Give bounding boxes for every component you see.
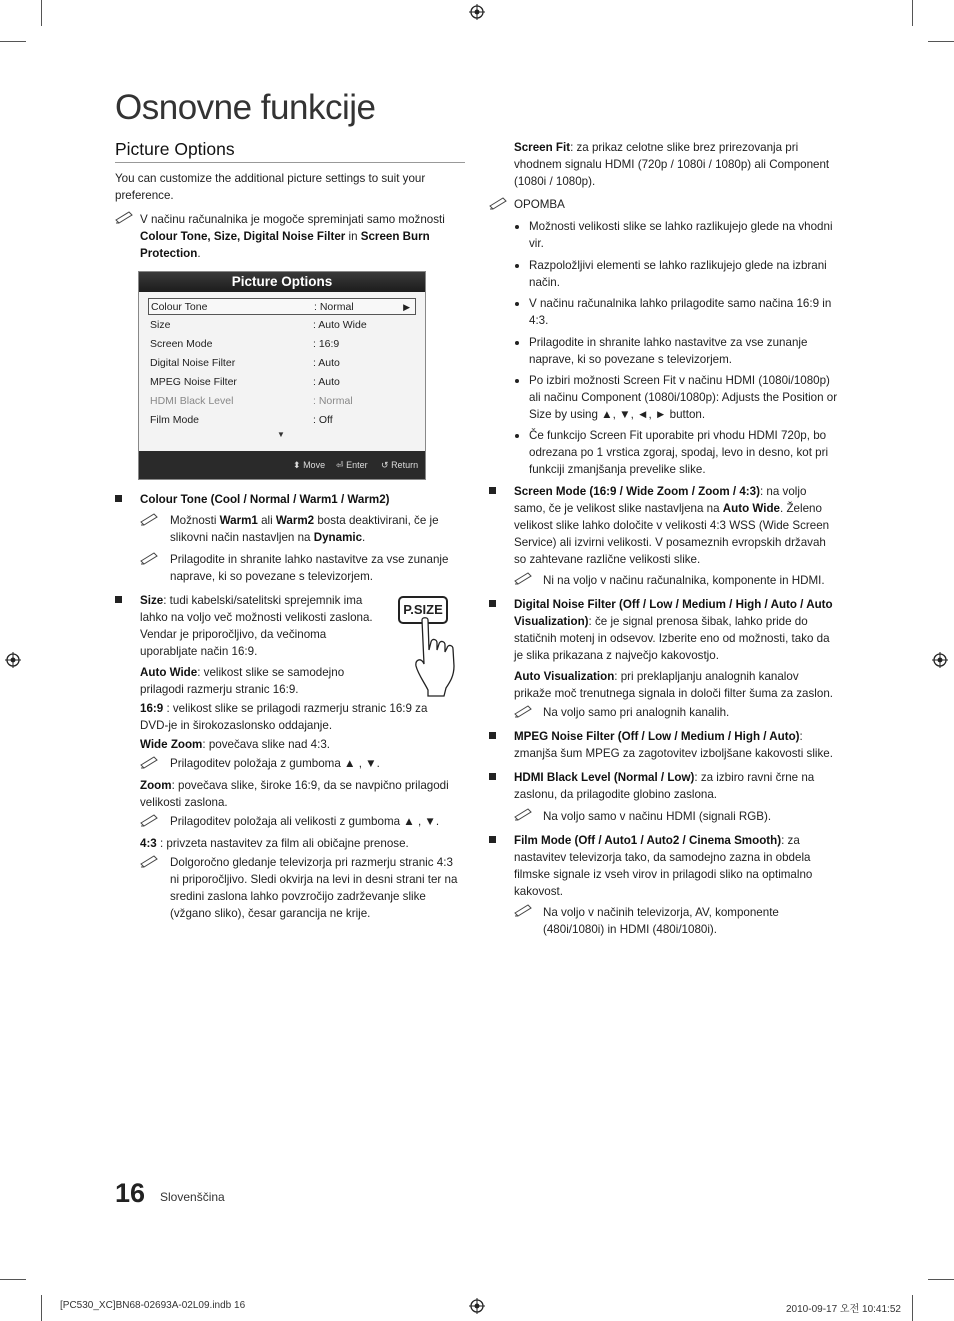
film-mode-note: Na voljo v načinih televizorja, AV, komponente (480i/1080i) in HDMI (480i/1080i). [543,906,779,936]
note-pencil-icon [140,854,160,868]
note-pencil-icon [140,512,160,526]
size-text: Size: tudi kabelski/satelitski sprejemnik ima lahko na voljo več možnosti velikosti zaslona. Vendar je priporočljivo, da večinoma uporabljate način 16:9. [140,594,373,658]
auto-wide-text: Auto Wide: velikost slike se samodejno prilagodi razmerju stranic 16:9. [140,666,345,696]
colour-tone-heading: Colour Tone (Cool / Normal / Warm1 / Warm2) [140,493,390,506]
screen-mode-note: Ni na voljo v načinu računalnika, komponente in HDMI. [543,574,825,587]
note-pencil-icon [514,903,534,917]
size-43-text: 4:3 : privzeta nastavitev za film ali običajne prenose. [140,837,409,850]
section-rule [115,162,465,163]
colour-tone-note2: Prilagodite in shranite lahko nastavitve za vse zunanje naprave, ki so povezane s televizorjem. [170,553,449,583]
return-hint: ↺ Return [381,460,419,470]
language-label: Slovenščina [160,1190,225,1204]
up-down-icon: ⬍ [293,460,301,470]
page-number: 16 [115,1178,146,1208]
size-43-note: Dolgoročno gledanje televizorja pri razmerju stranic 4:3 ni priporočljivo. Sledi okvirja na levi in desni strani ter na sredini zaslona lahko povzročijo zadrževanje slike (vžgano sliko), česar garancija ne krije. [170,856,458,920]
bullet-dot [515,302,519,306]
bullet-square [489,836,496,843]
right-arrow-icon: ▶ [403,302,410,312]
note-pencil-icon [514,571,534,585]
bullet-dot [515,379,519,383]
screen-mode-text: Screen Mode (16:9 / Wide Zoom / Zoom / 4:3): na voljo samo, če je velikost slike nastavljena na Auto Wide. Želeno velikost slike lahko določite v velikosti 4:3 WSS (Wide Screen Service) ali izvirni velikosti. V posameznih evropskih državah so zahtevane različne velikosti slike. [514,485,830,566]
opomba-item-4: Prilagodite in shranite lahko nastavitve za vse zunanje naprave, ki so povezane s televizorjem. [529,336,808,366]
enter-hint: ⏎ Enter [336,460,368,470]
colour-tone-note1: Možnosti Warm1 ali Warm2 bosta deaktivirani, če je slikovni način nastavljen na Dynamic. [170,514,439,544]
bullet-square [489,732,496,739]
menu-row-film-mode[interactable]: Film Mode : Off [150,414,333,426]
bullet-dot [515,434,519,438]
note-pencil-icon [140,813,160,827]
registration-mark-right [932,652,948,668]
bullet-square [489,487,496,494]
note-pencil-icon [514,807,534,821]
hdmi-text: HDMI Black Level (Normal / Low): za izbiro ravni črne na zaslonu, da prilagodite globino zaslona. [514,771,815,801]
dnf-text: Digital Noise Filter (Off / Low / Medium / High / Auto / Auto Visualization): če je signal prenosa šibak, lahko pride do statičnih motenj in odsevov. Izberite eno od možnosti, tako da je slika prikazana z največjo kakovostjo. [514,598,833,662]
bullet-square [489,773,496,780]
opomba-title: OPOMBA [514,198,565,211]
auto-visualization-text: Auto Visualization: pri preklapljanju analognih kanalov prikaže moč trenutnega signala in določi filter šuma za zaslon. [514,670,833,700]
section-title: Picture Options [115,139,235,159]
registration-mark-top [469,4,485,20]
screen-fit-text: Screen Fit: za prikaz celotne slike brez prirezovanja pri vhodnem signalu HDMI (720p / 1080i / 1080p) ali Component (1080i / 1080p). [514,141,830,188]
zoom-text: Zoom: povečava slike, široke 16:9, da se navpično prilagodi velikosti zaslona. [140,779,449,809]
note-pencil-icon [115,210,135,224]
pc-note: V načinu računalnika je mogoče spreminjati samo možnosti Colour Tone, Size, Digital Noise Filter in Screen Burn Protection. [140,213,445,260]
menu-row-colour-tone[interactable]: Colour Tone : Normal ▶ [148,298,416,315]
registration-mark-left [5,652,21,668]
enter-icon: ⏎ [336,460,344,470]
opomba-item-5: Po izbiri možnosti Screen Fit v načinu HDMI (1080i/1080p) ali načinu Component (1080i/1080p): Adjusts the Position or Size by using ▲, ▼, ◄, ► button. [529,374,838,421]
size-169-text: 16:9 : velikost slike se prilagodi razmerju stranic 16:9 za DVD-je in širokozaslonsko oddajanje. [140,702,428,732]
print-date-info: 2010-09-17 오전 10:41:52 [786,1304,901,1315]
bullet-dot [515,225,519,229]
bullet-dot [515,341,519,345]
menu-row-mpeg-noise-filter[interactable]: MPEG Noise Filter : Auto [150,376,340,388]
menu-row-screen-mode[interactable]: Screen Mode : 16:9 [150,338,340,350]
note-pencil-icon [514,704,534,718]
picture-options-menu [138,271,426,480]
page-title: Osnovne funkcije [115,88,376,127]
menu-footer [139,451,425,479]
opomba-item-6: Če funkcijo Screen Fit uporabite pri vhodu HDMI 720p, bo odrezana po 1 vrstica zgoraj, spodaj, levo in desno, kot pri funkciji zmanjšanja prevelike slike. [529,429,829,476]
opomba-item-1: Možnosti velikosti slike se lahko razlikujejo glede na vhodni vir. [529,220,833,250]
menu-row-digital-noise-filter[interactable]: Digital Noise Filter : Auto [150,357,340,369]
wide-zoom-text: Wide Zoom: povečava slike nad 4:3. [140,738,330,751]
menu-row-hdmi-black-level[interactable]: HDMI Black Level : Normal [150,395,353,407]
hdmi-note: Na voljo samo v načinu HDMI (signali RGB). [543,810,772,823]
wide-zoom-note: Prilagoditev položaja z gumboma ▲ , ▼. [170,757,380,770]
print-file-info: [PC530_XC]BN68-02693A-02L09.indb 16 [60,1300,246,1311]
note-pencil-icon [489,196,509,210]
bullet-square [115,596,122,603]
opomba-item-2: Razpoložljivi elementi se lahko razlikujejo glede na izbrani način. [529,259,827,289]
return-icon: ↺ [381,460,389,470]
mpeg-text: MPEG Noise Filter (Off / Low / Medium / High / Auto): zmanjša šum MPEG za zagotovitev izboljšane kakovosti slike. [514,730,833,760]
registration-mark-bottom [469,1298,485,1314]
note-pencil-icon [140,551,160,565]
bullet-square [115,495,122,502]
dnf-note: Na voljo samo pri analognih kanalih. [543,706,730,719]
note-pencil-icon [140,755,160,769]
psize-button: P.SIZE [398,596,448,624]
zoom-note: Prilagoditev položaja ali velikosti z gumboma ▲ , ▼. [170,815,440,828]
film-mode-text: Film Mode (Off / Auto1 / Auto2 / Cinema Smooth): za nastavitev televizorja tako, da samodejno zazna in obdela filmske signale iz vseh virov in prilagodi sliko na optimalno kakovost. [514,834,813,898]
menu-row-size[interactable]: Size : Auto Wide [150,319,367,331]
intro-text: You can customize the additional picture settings to suit your preference. [115,172,426,202]
menu-title: Picture Options [139,272,425,292]
scroll-down-icon: ▼ [277,430,285,439]
move-hint: ⬍ Move [293,460,326,470]
hand-pointer-icon [414,616,466,698]
bullet-dot [515,264,519,268]
opomba-item-3: V načinu računalnika lahko prilagodite samo načina 16:9 in 4:3. [529,297,832,327]
bullet-square [489,600,496,607]
